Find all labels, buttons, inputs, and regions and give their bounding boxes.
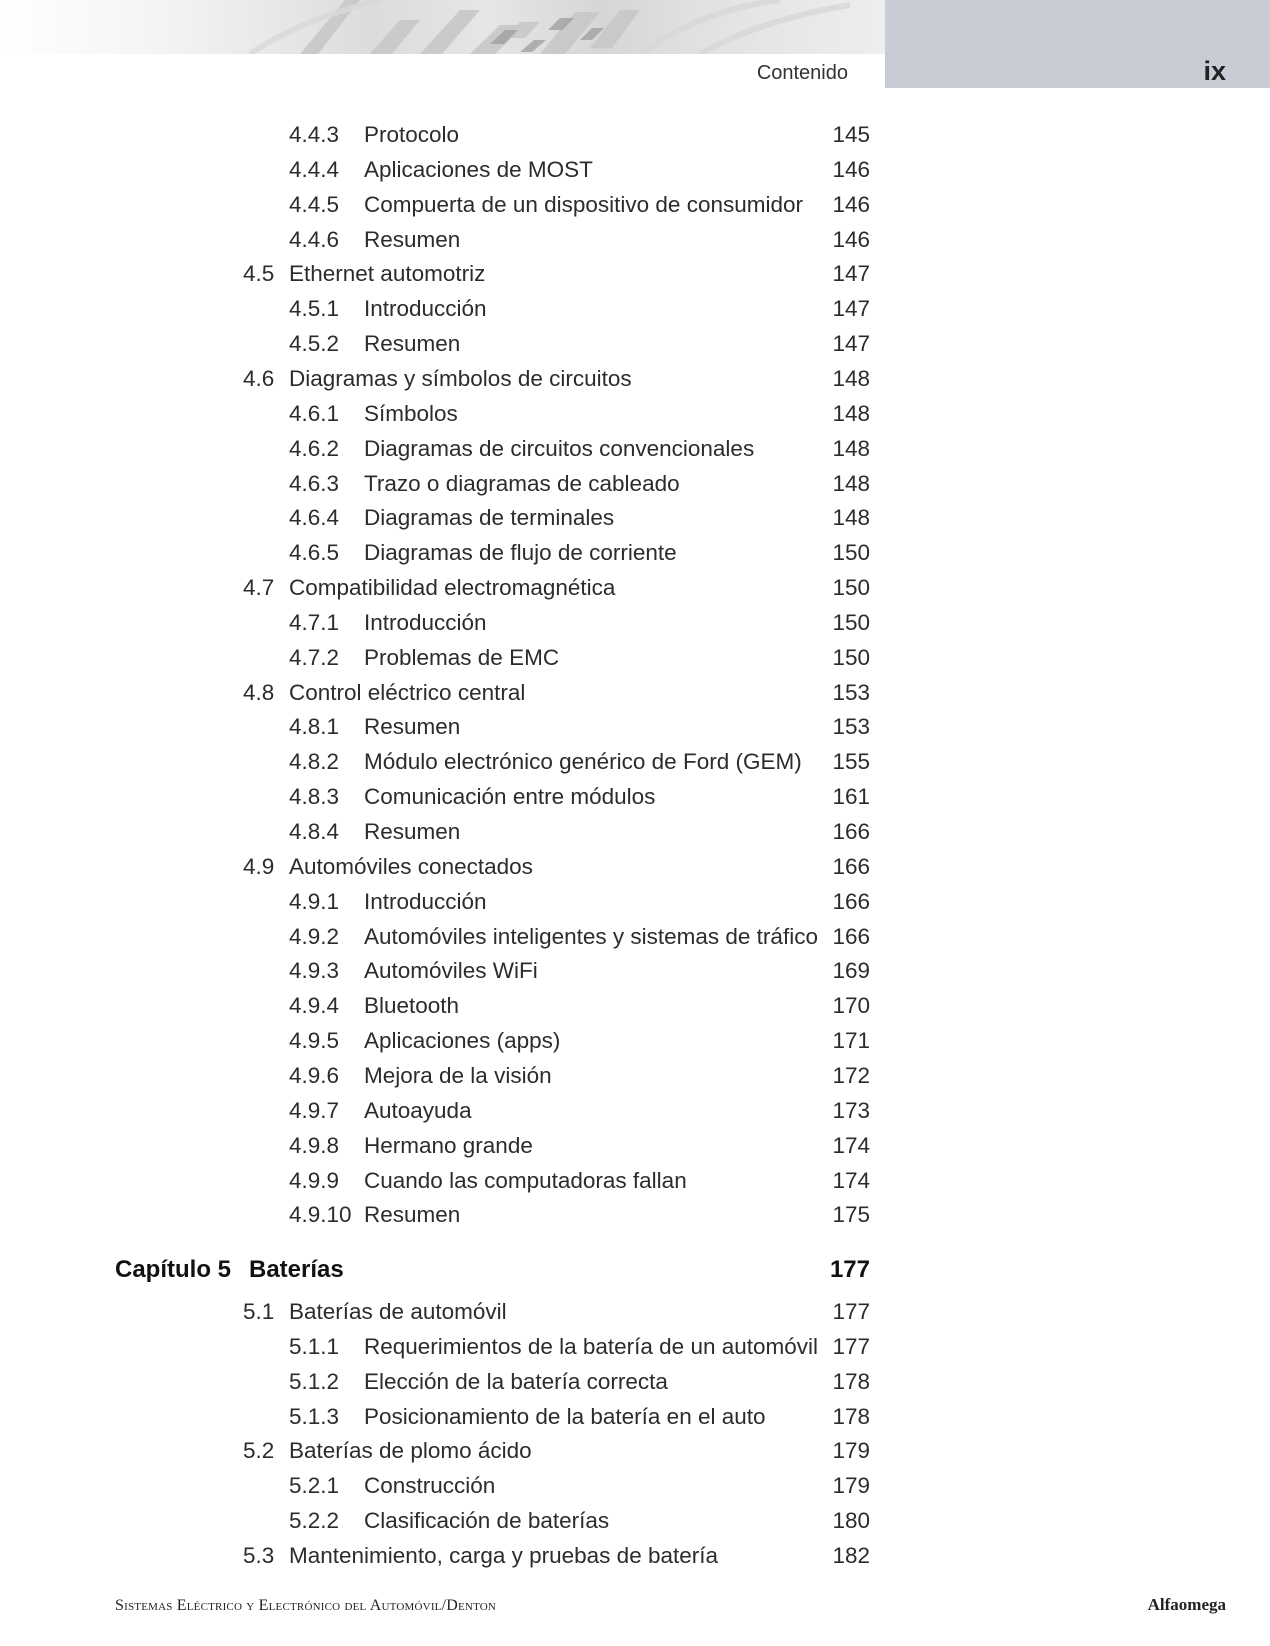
toc-entry-number: 4.6.2 [289,435,340,461]
toc-entry-page: 148 [832,365,870,391]
toc-entry-page: 172 [832,1062,870,1088]
toc-entry-page: 153 [832,679,870,705]
running-head: Contenido [756,62,848,84]
toc-entry [0,1369,1270,1399]
toc-entry-title: Ethernet automotriz [289,261,486,287]
toc-entry-number: 4.8.4 [289,819,340,844]
toc-entry-title: Trazo o diagramas de cableado [364,470,680,496]
toc-entry-number: 4.7 [243,575,275,601]
toc-entry-page: 177 [832,1333,870,1359]
toc-entry-number: 4.9.3 [289,958,340,984]
toc-entry-title: Control eléctrico central [289,679,526,705]
toc-entry-page: 178 [832,1403,870,1429]
toc-entry-number: 4.9.6 [289,1062,340,1088]
toc-entry-page: 178 [832,1368,870,1394]
toc-entry [0,192,1270,222]
toc-entry-title: Aplicaciones de MOST [364,156,593,182]
toc-entry-title: Compatibilidad electromagnética [289,575,616,601]
toc-entry-number: 4.5.1 [289,296,340,322]
toc-entry-page: 166 [832,888,870,914]
toc-entry [0,1404,1270,1434]
toc-entry [0,1438,1270,1468]
toc-entry [0,261,1270,291]
toc-entry-title: Resumen [364,1202,461,1228]
chapter-heading [0,1257,1270,1287]
toc-entry [0,1299,1270,1329]
toc-entry-title: Cuando las computadoras fallan [364,1167,687,1193]
toc-entry [0,1543,1270,1573]
toc-entry-page: 146 [832,191,870,217]
toc-entry-page: 166 [832,819,870,844]
toc-entry-title: Automóviles inteligentes y sistemas de tráfico [364,923,818,949]
toc-entry [0,749,1270,779]
toc-entry [0,889,1270,919]
toc-entry-page: 161 [832,784,870,810]
toc-entry-number: 4.9.5 [289,1028,340,1054]
toc-entry-title: Comunicación entre módulos [364,784,656,810]
toc-entry-title: Aplicaciones (apps) [364,1028,561,1054]
toc-entry-title: Construcción [364,1473,496,1499]
footer-publisher: Alfaomega [1147,1595,1226,1614]
toc-entry-title: Resumen [364,331,461,357]
toc-entry-page: 153 [832,714,870,740]
toc-entry-number: 4.9.4 [289,993,340,1019]
toc-entry-title: Posicionamiento de la batería en el auto [364,1403,766,1429]
toc-entry [0,680,1270,710]
toc-entry-number: 4.9.7 [289,1097,340,1123]
toc-entry-page: 148 [832,470,870,496]
toc-entry-page: 147 [832,296,870,322]
toc-entry-number: 5.2.1 [289,1473,340,1499]
toc-entry [0,1168,1270,1198]
toc-entry-number: 4.7.2 [289,644,340,670]
toc-entry-page: 177 [829,1256,870,1284]
toc-entry-title: Hermano grande [364,1132,533,1158]
toc-entry [0,784,1270,814]
toc-entry-page: 145 [832,122,870,147]
toc-entry [0,645,1270,675]
toc-entry-number: 4.9.10 [289,1202,352,1228]
toc-entry-page: 155 [832,749,870,775]
toc-entry [0,1202,1270,1232]
toc-entry [0,157,1270,187]
toc-entry-number: Capítulo 5 [115,1256,232,1284]
toc-entry-page: 182 [832,1543,870,1568]
toc-entry [0,819,1270,849]
toc-entry-number: 4.9.2 [289,923,340,949]
toc-entry-number: 4.6 [243,365,275,391]
toc-entry-title: Resumen [364,226,461,252]
header-decorative-image [0,0,885,54]
toc-entry [0,714,1270,744]
toc-entry [0,1133,1270,1163]
toc-entry [0,958,1270,988]
toc-entry-title: Autoayuda [364,1097,472,1123]
toc-entry-number: 5.1 [243,1299,275,1325]
toc-entry-title: Módulo electrónico genérico de Ford (GEM) [364,749,802,775]
toc-entry-title: Requerimientos de la batería de un automóvil [364,1333,819,1359]
toc-entry-title: Símbolos [364,400,458,426]
toc-entry-title: Problemas de EMC [364,644,560,670]
toc-entry [0,471,1270,501]
toc-entry [0,1098,1270,1128]
toc-entry-title: Introducción [364,609,487,635]
toc-entry [0,1028,1270,1058]
toc-entry [0,366,1270,396]
toc-entry-number: 5.3 [243,1543,275,1568]
toc-entry [0,122,1270,152]
toc-entry-page: 148 [832,400,870,426]
toc-entry-number: 4.8 [243,679,275,705]
toc-entry [0,993,1270,1023]
toc-entry-page: 146 [832,226,870,252]
toc-entry [0,854,1270,884]
toc-entry-page: 174 [832,1167,870,1193]
toc-entry-title: Diagramas de flujo de corriente [364,540,677,566]
toc-entry-title: Compuerta de un dispositivo de consumidor [364,191,803,217]
toc-entry [0,1473,1270,1503]
toc-entry-title: Diagramas y símbolos de circuitos [289,365,632,391]
toc-entry-page: 150 [832,575,870,601]
toc-entry-number: 4.9.9 [289,1167,340,1193]
toc-entry-number: 5.1.1 [289,1333,340,1359]
toc-entry [0,575,1270,605]
toc-entry-number: 5.1.2 [289,1368,340,1394]
toc-entry-title: Elección de la batería correcta [364,1368,668,1394]
toc-entry [0,227,1270,257]
toc-entry-title: Baterías [249,1256,344,1284]
toc-entry-page: 170 [832,993,870,1019]
toc-entry-page: 150 [832,644,870,670]
toc-entry [0,610,1270,640]
toc-entry [0,436,1270,466]
toc-entry-number: 5.2.2 [289,1508,340,1534]
toc-entry-number: 4.6.5 [289,540,340,566]
toc-entry-number: 4.8.1 [289,714,340,740]
toc-entry-page: 150 [832,609,870,635]
toc-entry-number: 4.4.6 [289,226,340,252]
toc-entry-title: Introducción [364,888,487,914]
toc-entry-number: 4.6.1 [289,400,340,426]
toc-entry-number: 4.9.1 [289,888,340,914]
toc-entry-title: Resumen [364,714,461,740]
toc-entry-number: 4.4.3 [289,122,340,147]
toc-entry-page: 147 [832,331,870,357]
toc-entry [0,401,1270,431]
toc-entry-number: 4.7.1 [289,609,340,635]
toc-entry-title: Bluetooth [364,993,460,1019]
page-number: ix [1203,56,1226,86]
toc-entry-page: 148 [832,435,870,461]
toc-entry-page: 146 [832,156,870,182]
toc-entry-page: 179 [832,1438,870,1464]
toc-entry-number: 4.4.5 [289,191,340,217]
toc-entry-title: Baterías de plomo ácido [289,1438,532,1464]
toc-entry-title: Baterías de automóvil [289,1299,507,1325]
toc-entry-page: 180 [832,1508,870,1534]
toc-entry-number: 4.8.2 [289,749,340,775]
toc-entry [0,296,1270,326]
toc-entry [0,1508,1270,1538]
toc-entry-title: Introducción [364,296,487,322]
toc-entry-number: 4.5.2 [289,331,340,357]
toc-entry-page: 166 [832,853,870,879]
toc-entry-page: 173 [832,1097,870,1123]
toc-entry-number: 4.9.8 [289,1132,340,1158]
toc-entry [0,1063,1270,1093]
toc-entry-title: Protocolo [364,122,460,147]
toc-entry [0,505,1270,535]
toc-entry-page: 171 [832,1028,870,1054]
toc-entry-title: Automóviles conectados [289,853,533,879]
toc-entry-page: 169 [832,958,870,984]
toc-entry-page: 166 [832,923,870,949]
toc-entry-page: 177 [832,1299,870,1325]
toc-entry-page: 174 [832,1132,870,1158]
toc-entry-title: Mejora de la visión [364,1062,552,1088]
toc-entry-title: Automóviles WiFi [364,958,538,984]
toc-entry-number: 4.6.4 [289,505,340,531]
toc-entry-page: 150 [832,540,870,566]
toc-entry-title: Clasificación de baterías [364,1508,610,1534]
toc-entry-number: 5.2 [243,1438,275,1464]
toc-entry-page: 175 [832,1202,870,1228]
toc-entry [0,924,1270,954]
toc-entry-number: 4.6.3 [289,470,340,496]
toc-entry-number: 5.1.3 [289,1403,340,1429]
toc-entry [0,1334,1270,1364]
toc-entry-title: Resumen [364,819,461,844]
toc-entry-number: 4.4.4 [289,156,340,182]
toc-entry-title: Mantenimiento, carga y pruebas de batería [289,1543,719,1568]
toc-entry [0,331,1270,361]
toc-entry [0,540,1270,570]
toc-entry-number: 4.5 [243,261,275,287]
toc-entry-number: 4.8.3 [289,784,340,810]
footer-book-title: Sistemas Eléctrico y Electrónico del Automóvil/Denton [115,1597,497,1614]
toc-entry-title: Diagramas de circuitos convencionales [364,435,755,461]
toc-entry-number: 4.9 [243,853,275,879]
toc-entry-page: 179 [832,1473,870,1499]
toc-entry-page: 147 [832,261,870,287]
toc-entry-page: 148 [832,505,870,531]
toc-entry-title: Diagramas de terminales [364,505,615,531]
